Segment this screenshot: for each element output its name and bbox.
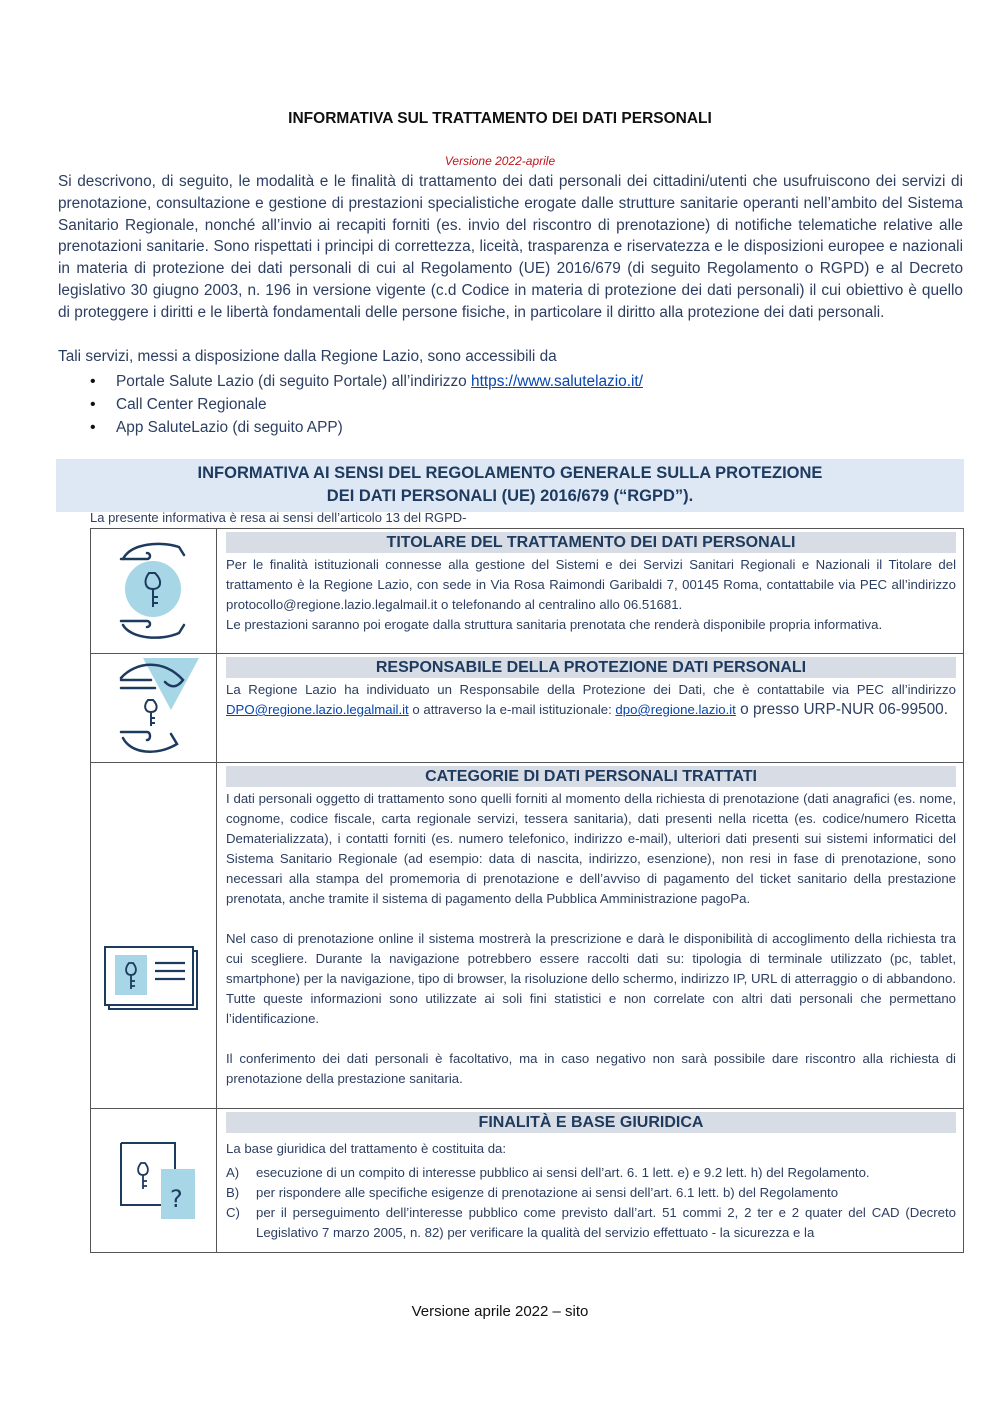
responsabile-text-1: La Regione Lazio ha individuato un Responsabile della Protezione dei Dati, che è contattabile via PEC all’indirizzo	[226, 682, 956, 697]
row-categorie	[91, 763, 963, 1109]
responsabile-text	[226, 680, 956, 720]
access-item-call-center: • Call Center Regionale	[90, 393, 643, 416]
item-marker: B)	[226, 1185, 240, 1200]
finalita-item	[226, 1183, 956, 1203]
intro-access-text: Tali servizi, messi a disposizione dalla Regione Lazio, sono accessibili da	[58, 348, 557, 365]
responsabile-text-2: o attraverso la e-mail istituzionale:	[408, 702, 616, 717]
finalita-item	[226, 1203, 956, 1243]
info-table	[90, 528, 964, 1253]
row-titolare	[91, 529, 963, 654]
categorie-p3: Il conferimento dei dati personali è facoltativo, ma in caso negativo non sarà possibile dare riscontro alla richiesta di prenotazione della prestazione sanitaria.	[226, 1051, 956, 1086]
item-marker: A)	[226, 1165, 240, 1180]
dpo-pec-link[interactable]: DPO@regione.lazio.legalmail.it	[226, 702, 409, 717]
spacer	[226, 909, 956, 929]
version-label: Versione 2022-aprile	[444, 154, 556, 168]
item-text: per il perseguimento dell’interesse pubblico come previsto dall’art. 51 commi 2, 2 ter e 2 quater del CAD (Decreto Legislativo 7 marzo 2005, n. 82) per verificare la qualità del servizio effettuato - la sicurezza e la	[256, 1205, 956, 1240]
page-footer: Versione aprile 2022 – sito	[411, 1303, 589, 1320]
titolare-cell	[217, 529, 963, 653]
portal-text: Portale Salute Lazio (di seguito Portale) all’indirizzo	[116, 373, 472, 390]
banner-line-2: DEI DATI PERSONALI (UE) 2016/679 (“RGPD”).	[326, 487, 694, 505]
categorie-p1: I dati personali oggetto di trattamento sono quelli forniti al momento della richiesta di prenotazione (dati anagrafici (es. nome, cognome, codice fiscale, carta regionale servizi, tessera sanitaria), dati presenti nella ricetta (es. codice/numero Ricetta Dematerializzata), i contatti forniti (es. numero telefonico, indirizzo e-mail), ulteriori dati presenti sui sistemi informatici del Sistema Sanitario Regionale (ad esempio: data di nascita, indirizzo, esenzione), non resi in fase di prenotazione, sono necessari alla stampa del promemoria di prenotazione e dell’avviso di pagamento del ticket sanitario della prestazione prenotata, anche tramite il sistema di pagamento della Pubblica Amministrazione pagoPa.	[226, 791, 956, 906]
titolare-heading: TITOLARE DEL TRATTAMENTO DEI DATI PERSONALI	[226, 532, 956, 553]
titolare-p2: Le prestazioni saranno poi erogate dalla struttura sanitaria prenotata che renderà disponibile propria informativa.	[226, 617, 883, 632]
gdpr-banner	[56, 459, 964, 512]
responsabile-cell	[217, 654, 963, 762]
categorie-heading: CATEGORIE DI DATI PERSONALI TRATTATI	[226, 766, 956, 787]
portal-link[interactable]: https://www.salutelazio.it/	[471, 373, 643, 390]
row-responsabile	[91, 654, 963, 763]
question-doc-icon	[91, 1109, 217, 1252]
finalita-item	[226, 1163, 956, 1183]
titolare-p1: Per le finalità istituzionali connesse alla gestione del Sistemi e dei Servizi Sanitari Regionali e Nazionali il Titolare del trattamento è la Regione Lazio, con sede in Via Rosa Raimondi Garibaldi 7, 00145 Roma, contattabile via PEC all’indirizzo protocollo@regione.lazio.legalmail.it o telefonando al centralino allo 06.51681.	[226, 557, 956, 612]
finalita-intro: La base giuridica del trattamento è costituita da:	[226, 1141, 507, 1156]
item-text: per rispondere alle specifiche esigenze di prenotazione ai sensi dell’art. 6.1 lett. b) del Regolamento	[256, 1185, 839, 1200]
row-finalita	[91, 1109, 963, 1253]
document-title: INFORMATIVA SUL TRATTAMENTO DEI DATI PERSONALI	[288, 110, 712, 127]
pre-table-note: La presente informativa è resa ai sensi dell’articolo 13 del RGPD-	[90, 510, 467, 525]
access-item-portal	[90, 370, 643, 393]
access-channels-list	[90, 370, 643, 439]
finalita-list	[226, 1163, 956, 1243]
intro-paragraph: Si descrivono, di seguito, le modalità e le finalità di trattamento dei dati personali dei cittadini/utenti che usufruiscono dei servizi di prenotazione, consultazione e gestione di prestazioni specialistiche erogate dalle strutture sanitarie operanti nell’ambito del Sistema Sanitario Regionale, nonché all’invio ai recapiti forniti (es. invio del riscontro di prenotazione) di notifiche telematiche relative alle prenotazioni sanitarie. Sono rispettati i principi di correttezza, liceità, trasparenza e riservatezza e le disposizioni europee e nazionali in materia di protezione dei dati personali di cui al Regolamento (UE) 2016/679 (di seguito Regolamento o RGPD) e al Decreto legislativo 30 giugno 2003, n. 196 in versione vigente (c.d Codice in materia di protezione dei dati personali) il cui obiettivo è quello di proteggere i diritti e le libertà fondamentali delle persone fisiche, in particolare il diritto alla protezione dei dati personali.	[58, 173, 963, 321]
question-glyph: ?	[170, 1185, 183, 1213]
item-marker: C)	[226, 1205, 240, 1220]
dpo-email-link[interactable]: dpo@regione.lazio.it	[615, 702, 736, 717]
hands-key-icon	[91, 529, 217, 653]
responsabile-heading: RESPONSABILE DELLA PROTEZIONE DATI PERSONALI	[226, 657, 956, 678]
item-text: esecuzione di un compito di interesse pubblico ai sensi dell’art. 6. 1 lett. e) e 9.2 lett. h) del Regolamento.	[256, 1165, 870, 1180]
finalita-cell	[217, 1109, 963, 1252]
spacer	[226, 1029, 956, 1049]
categorie-p2: Nel caso di prenotazione online il sistema mostrerà la prescrizione e darà le disponibilità di accoglimento della richiesta tra cui scegliere. Durante la navigazione potrebbero essere raccolti dati su: tipologia di terminale utilizzato (pc, tablet, smartphone) per la navigazione, tipo di browser, la risoluzione dello schermo, indirizzo IP, URL di atterraggio o di abbandono. Tutte queste informazioni sono utilizzate ai soli fini statistici e non correlate con altri dati personali che permettano l’identificazione.	[226, 931, 956, 1026]
finalita-heading: FINALITÀ E BASE GIURIDICA	[226, 1112, 956, 1133]
access-item-app: • App SaluteLazio (di seguito APP)	[90, 416, 643, 439]
responsabile-text-3: o presso URP-NUR 06-99500.	[735, 701, 948, 718]
categorie-cell	[217, 763, 963, 1108]
banner-line-1: INFORMATIVA AI SENSI DEL REGOLAMENTO GENERALE SULLA PROTEZIONE	[197, 464, 823, 482]
dpo-hands-icon	[91, 654, 217, 762]
id-card-icon	[91, 763, 217, 1108]
